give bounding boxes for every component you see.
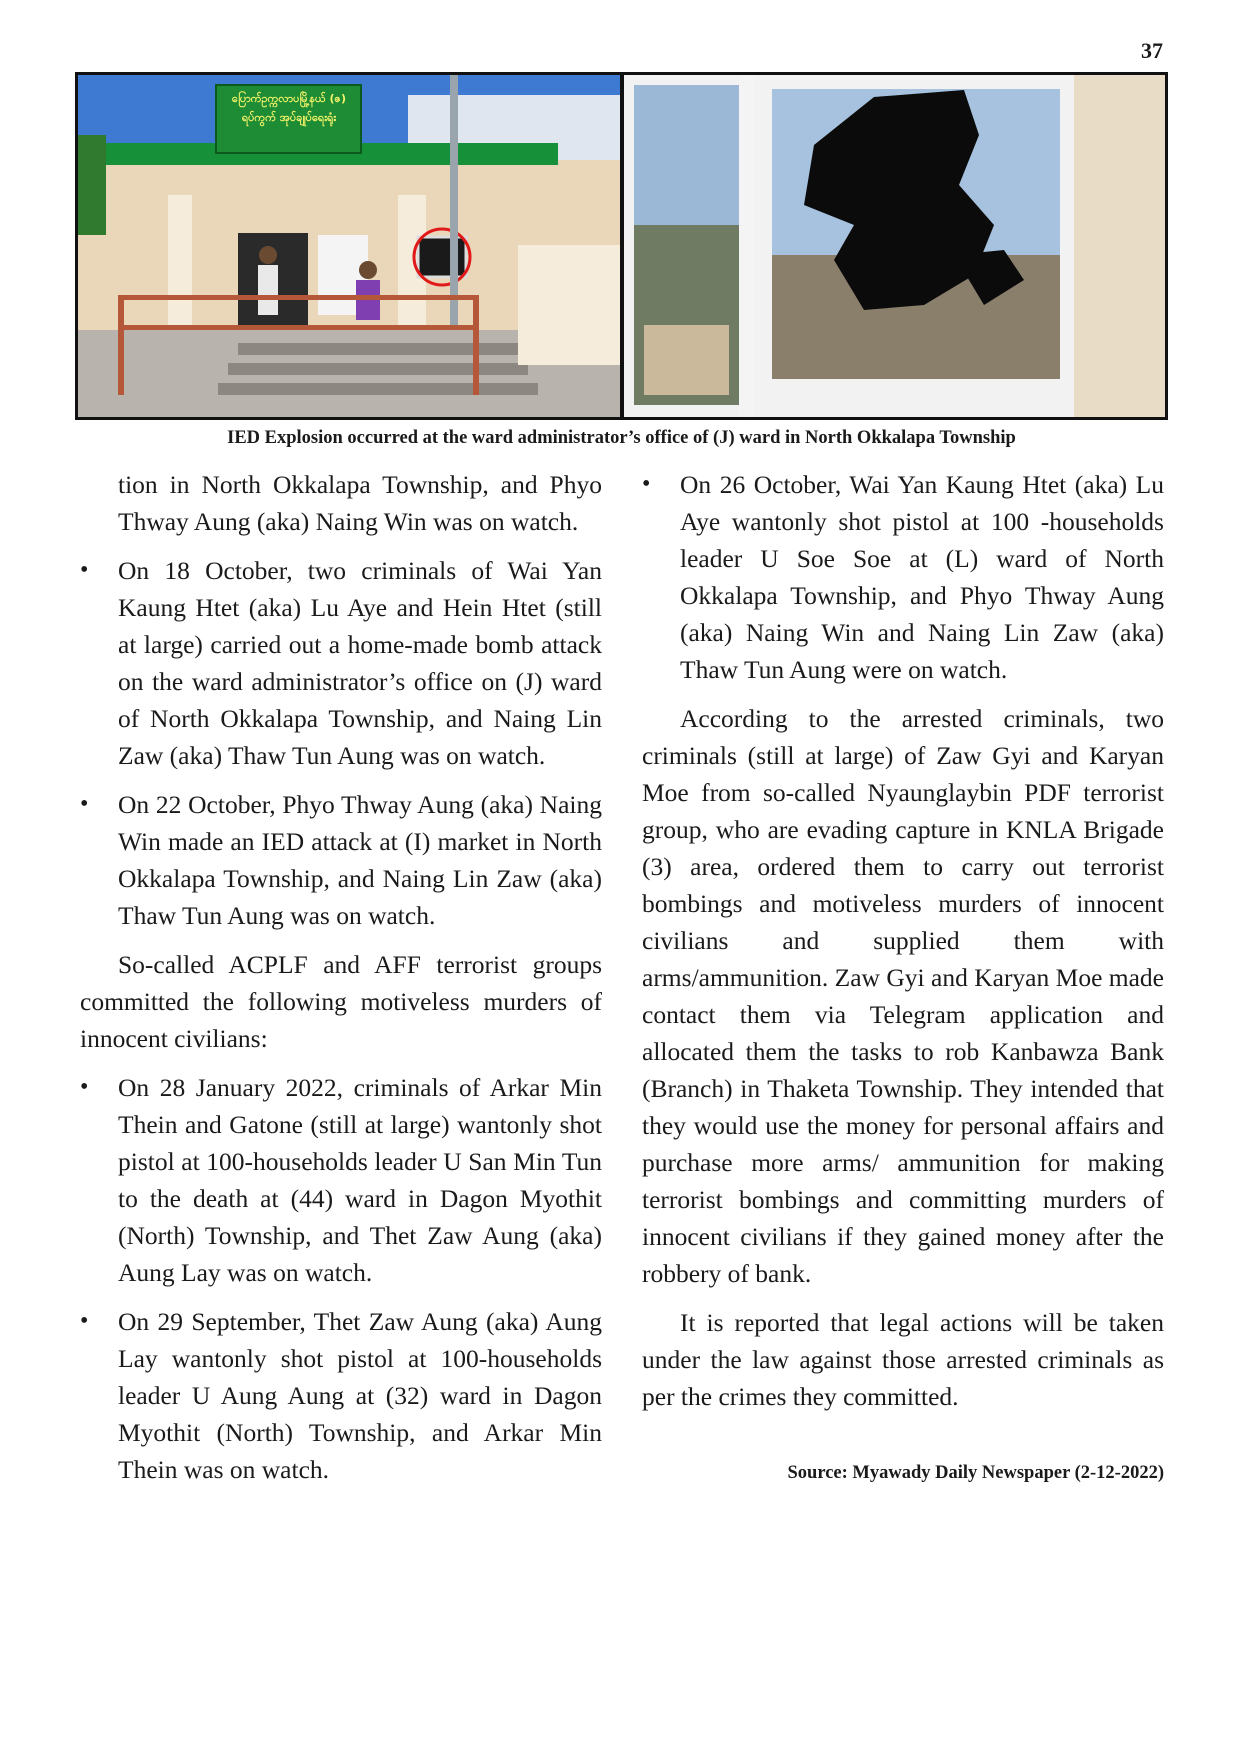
photo-caption: IED Explosion occurred at the ward administrator’s office of (J) ward in North Okkalapa Township [227,428,1016,448]
list-item: • On 28 January 2022, criminals of Arkar Min Thein and Gatone (still at large) wantonly shot pistol at 100-households leader U San Min Tun to the death at (44) ward in Dagon Myothit (North) Township, and Thet Zaw Aung (aka) Aung Lay was on watch. [118,1069,602,1291]
source-credit: Source: Myawady Daily Newspaper (2-12-2022) [787,1463,1164,1483]
incident-list-continued [642,466,1164,688]
left-column [80,466,602,1500]
list-item: • On 22 October, Phyo Thway Aung (aka) Naing Win made an IED attack at (I) market in North Okkalapa Township, and Naing Lin Zaw (aka) Thaw Tun Aung was on watch. [118,786,602,934]
continued-paragraph: tion in North Okkalapa Township, and Phyo Thway Aung (aka) Naing Win was on watch. [118,470,602,536]
office-sign-text: ပြောက်ဥက္ကလာပမြို့နယ် (ဇ) ရပ်ကွက် အုပ်ချုပ်ရေးရုံး [231,92,347,124]
body-paragraph: So-called ACPLF and AFF terrorist groups committed the following motiveless murders of innocent civilians: [80,950,602,1053]
murder-list [80,1069,602,1488]
list-item: • On 29 September, Thet Zaw Aung (aka) Aung Lay wantonly shot pistol at 100-households leader U Aung Aung at (32) ward in Dagon Myothit (North) Township, and Arkar Min Thein was on watch. [118,1303,602,1488]
body-paragraph: It is reported that legal actions will be taken under the law against those arrested criminals as per the crimes they committed. [642,1308,1164,1411]
body-paragraph: According to the arrested criminals, two criminals (still at large) of Zaw Gyi and Karyan Moe from so-called Nyaunglaybin PDF terrorist group, who are evading capture in KNLA Brigade (3) area, ordered them to carry out terrorist bombings and motiveless murders of innocent civilians and supplied them with arms/ammunition. Zaw Gyi and Karyan Moe made contact them via Telegram application and allocated them the tasks to rob Kanbawza Bank (Branch) in Thaketa Township. They intended that they would use the money for personal affairs and purchase more arms/ ammunition for making terrorist bombings and committing murders of innocent civilians if they gained money after the robbery of bank. [642,704,1164,1288]
photo-strip [75,72,1168,420]
right-column [642,466,1164,1492]
broken-window-illustration [624,75,1165,417]
page-number: 37 [1141,38,1163,63]
list-item: • On 26 October, Wai Yan Kaung Htet (aka) Lu Aye wantonly shot pistol at 100 -households leader U Soe Soe at (L) ward of North Okkalapa Township, and Phyo Thway Aung (aka) Naing Win and Naing Lin Zaw (aka) Thaw Tun Aung were on watch. [680,466,1164,688]
list-item: • On 18 October, two criminals of Wai Yan Kaung Htet (aka) Lu Aye and Hein Htet (still at large) carried out a home-made bomb attack on the ward administrator’s office on (J) ward of North Okkalapa Township, and Naing Lin Zaw (aka) Thaw Tun Aung was on watch. [118,552,602,774]
broken-window-photo [624,75,1165,417]
office-building-photo [78,75,620,417]
incident-list [80,552,602,934]
